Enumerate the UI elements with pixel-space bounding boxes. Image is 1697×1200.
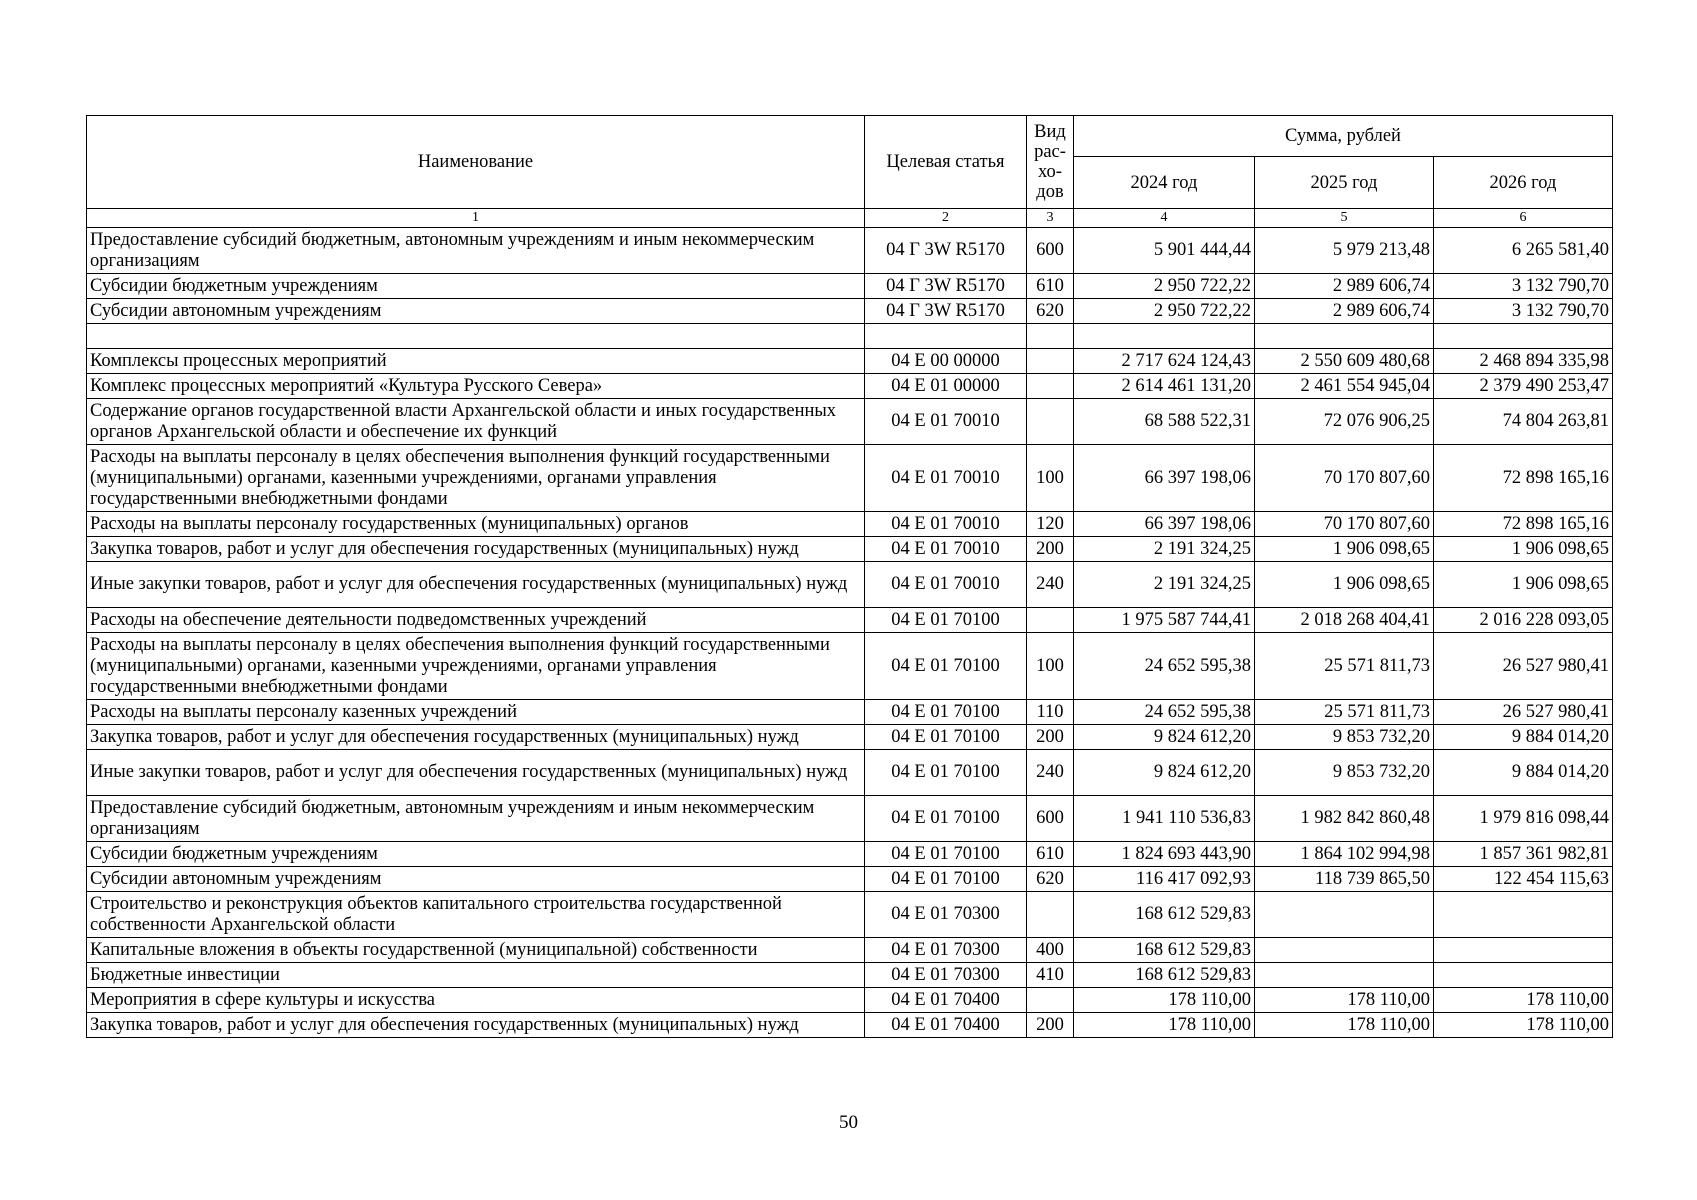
row-kind: 600 — [1027, 796, 1074, 842]
row-kind: 620 — [1027, 867, 1074, 892]
row-sum-2026: 178 110,00 — [1434, 1013, 1613, 1038]
row-name: Иные закупки товаров, работ и услуг для обеспечения государственных (муниципальных) нужд — [87, 750, 865, 796]
row-sum-2026: 3 132 790,70 — [1434, 299, 1613, 324]
row-sum-2026: 2 379 490 253,47 — [1434, 374, 1613, 399]
header-2025: 2025 год — [1255, 157, 1434, 209]
row-name: Расходы на выплаты персоналу в целях обеспечения выполнения функций государственными (муниципальными) органами, казенными учреждениями, органами управления государственными внебюджетными фондами — [87, 633, 865, 700]
row-code: 04 Е 01 70400 — [865, 1013, 1027, 1038]
row-sum-2026: 1 906 098,65 — [1434, 562, 1613, 608]
table-row — [87, 274, 1613, 299]
row-name: Субсидии автономным учреждениям — [87, 867, 865, 892]
table-row — [87, 349, 1613, 374]
row-sum-2026: 9 884 014,20 — [1434, 750, 1613, 796]
row-sum-2025: 25 571 811,73 — [1255, 633, 1434, 700]
row-sum-2024: 66 397 198,06 — [1074, 445, 1255, 512]
row-sum-2026: 3 132 790,70 — [1434, 274, 1613, 299]
row-sum-2024: 2 614 461 131,20 — [1074, 374, 1255, 399]
column-number: 1 — [87, 209, 865, 228]
table-row — [87, 892, 1613, 938]
row-name: Строительство и реконструкция объектов капитального строительства государственной собственности Архангельской области — [87, 892, 865, 938]
row-sum-2026: 1 906 098,65 — [1434, 537, 1613, 562]
row-kind — [1027, 892, 1074, 938]
row-name: Расходы на выплаты персоналу в целях обеспечения выполнения функций государственными (муниципальными) органами, казенными учреждениями, органами управления государственными внебюджетными фондами — [87, 445, 865, 512]
row-sum-2024: 116 417 092,93 — [1074, 867, 1255, 892]
header-sum-group: Сумма, рублей — [1074, 116, 1613, 157]
empty-cell — [1074, 324, 1255, 349]
row-code: 04 Е 01 70100 — [865, 608, 1027, 633]
row-sum-2026: 74 804 263,81 — [1434, 399, 1613, 445]
table-row — [87, 374, 1613, 399]
table-row — [87, 512, 1613, 537]
row-sum-2025: 9 853 732,20 — [1255, 750, 1434, 796]
row-kind: 410 — [1027, 963, 1074, 988]
row-sum-2025: 5 979 213,48 — [1255, 228, 1434, 274]
row-name: Закупка товаров, работ и услуг для обеспечения государственных (муниципальных) нужд — [87, 725, 865, 750]
row-name: Бюджетные инвестиции — [87, 963, 865, 988]
table-row — [87, 963, 1613, 988]
column-numbers-row — [87, 209, 1613, 228]
spacer-row — [87, 324, 1613, 349]
row-code: 04 Е 01 70100 — [865, 796, 1027, 842]
row-name: Мероприятия в сфере культуры и искусства — [87, 988, 865, 1013]
row-sum-2025: 2 550 609 480,68 — [1255, 349, 1434, 374]
table-row — [87, 842, 1613, 867]
row-sum-2024: 24 652 595,38 — [1074, 633, 1255, 700]
row-sum-2026: 6 265 581,40 — [1434, 228, 1613, 274]
table-row — [87, 299, 1613, 324]
row-code: 04 Е 01 70100 — [865, 633, 1027, 700]
header-kind-line: рас- — [1034, 142, 1066, 162]
row-sum-2024: 178 110,00 — [1074, 988, 1255, 1013]
row-name: Закупка товаров, работ и услуг для обеспечения государственных (муниципальных) нужд — [87, 537, 865, 562]
table-row — [87, 750, 1613, 796]
row-sum-2024: 5 901 444,44 — [1074, 228, 1255, 274]
table-row — [87, 633, 1613, 700]
table-row — [87, 988, 1613, 1013]
row-sum-2024: 178 110,00 — [1074, 1013, 1255, 1038]
table-body — [87, 228, 1613, 1038]
row-sum-2025: 2 989 606,74 — [1255, 274, 1434, 299]
row-code: 04 Е 01 70010 — [865, 512, 1027, 537]
row-sum-2025: 2 018 268 404,41 — [1255, 608, 1434, 633]
row-kind: 240 — [1027, 750, 1074, 796]
row-sum-2024: 168 612 529,83 — [1074, 963, 1255, 988]
row-name: Капитальные вложения в объекты государственной (муниципальной) собственности — [87, 938, 865, 963]
row-code: 04 Е 01 70300 — [865, 892, 1027, 938]
row-sum-2024: 24 652 595,38 — [1074, 700, 1255, 725]
row-name: Закупка товаров, работ и услуг для обеспечения государственных (муниципальных) нужд — [87, 1013, 865, 1038]
table-header — [87, 116, 1613, 228]
row-sum-2026: 9 884 014,20 — [1434, 725, 1613, 750]
row-sum-2026 — [1434, 892, 1613, 938]
row-sum-2025: 25 571 811,73 — [1255, 700, 1434, 725]
row-name: Иные закупки товаров, работ и услуг для обеспечения государственных (муниципальных) нужд — [87, 562, 865, 608]
row-sum-2026: 72 898 165,16 — [1434, 445, 1613, 512]
table-row — [87, 1013, 1613, 1038]
table-row — [87, 537, 1613, 562]
row-sum-2025: 1 982 842 860,48 — [1255, 796, 1434, 842]
table-row — [87, 399, 1613, 445]
row-sum-2025: 178 110,00 — [1255, 988, 1434, 1013]
row-sum-2024: 2 191 324,25 — [1074, 562, 1255, 608]
row-code: 04 Е 01 70100 — [865, 842, 1027, 867]
header-kind-line: дов — [1036, 182, 1064, 202]
row-sum-2026: 2 016 228 093,05 — [1434, 608, 1613, 633]
row-sum-2026: 122 454 115,63 — [1434, 867, 1613, 892]
row-kind: 100 — [1027, 633, 1074, 700]
row-sum-2026: 178 110,00 — [1434, 988, 1613, 1013]
row-kind — [1027, 349, 1074, 374]
row-name: Расходы на выплаты персоналу казенных учреждений — [87, 700, 865, 725]
row-sum-2024: 9 824 612,20 — [1074, 750, 1255, 796]
row-kind: 400 — [1027, 938, 1074, 963]
row-sum-2025 — [1255, 892, 1434, 938]
header-2024: 2024 год — [1074, 157, 1255, 209]
row-sum-2026: 26 527 980,41 — [1434, 633, 1613, 700]
table-row — [87, 796, 1613, 842]
row-name: Расходы на обеспечение деятельности подведомственных учреждений — [87, 608, 865, 633]
row-sum-2024: 2 191 324,25 — [1074, 537, 1255, 562]
empty-cell — [1434, 324, 1613, 349]
column-number: 5 — [1255, 209, 1434, 228]
row-code: 04 Е 01 70100 — [865, 750, 1027, 796]
row-name: Субсидии автономным учреждениям — [87, 299, 865, 324]
table-row — [87, 228, 1613, 274]
column-number: 2 — [865, 209, 1027, 228]
row-kind: 240 — [1027, 562, 1074, 608]
row-name: Предоставление субсидий бюджетным, автономным учреждениям и иным некоммерческим организациям — [87, 796, 865, 842]
header-code: Целевая статья — [865, 116, 1027, 209]
row-code: 04 Е 01 70010 — [865, 537, 1027, 562]
row-kind — [1027, 988, 1074, 1013]
table-row — [87, 867, 1613, 892]
row-name: Предоставление субсидий бюджетным, автономным учреждениям и иным некоммерческим организациям — [87, 228, 865, 274]
header-kind-line: Вид — [1034, 122, 1066, 142]
row-sum-2026: 26 527 980,41 — [1434, 700, 1613, 725]
row-name: Субсидии бюджетным учреждениям — [87, 842, 865, 867]
row-sum-2024: 68 588 522,31 — [1074, 399, 1255, 445]
column-number: 6 — [1434, 209, 1613, 228]
row-sum-2024: 168 612 529,83 — [1074, 892, 1255, 938]
row-sum-2025: 1 906 098,65 — [1255, 562, 1434, 608]
table-row — [87, 445, 1613, 512]
row-sum-2024: 168 612 529,83 — [1074, 938, 1255, 963]
row-code: 04 Е 01 00000 — [865, 374, 1027, 399]
row-sum-2024: 1 941 110 536,83 — [1074, 796, 1255, 842]
column-number: 4 — [1074, 209, 1255, 228]
table-row — [87, 938, 1613, 963]
row-sum-2024: 1 824 693 443,90 — [1074, 842, 1255, 867]
row-sum-2025: 70 170 807,60 — [1255, 512, 1434, 537]
row-kind: 100 — [1027, 445, 1074, 512]
budget-table — [86, 115, 1613, 1038]
row-sum-2024: 2 717 624 124,43 — [1074, 349, 1255, 374]
table-row — [87, 700, 1613, 725]
row-code: 04 Г 3W R5170 — [865, 228, 1027, 274]
row-kind: 620 — [1027, 299, 1074, 324]
row-kind: 200 — [1027, 725, 1074, 750]
row-sum-2024: 1 975 587 744,41 — [1074, 608, 1255, 633]
page-number: 50 — [839, 1112, 858, 1133]
column-number: 3 — [1027, 209, 1074, 228]
row-sum-2025: 1 864 102 994,98 — [1255, 842, 1434, 867]
header-kind-line: хо- — [1038, 162, 1062, 182]
empty-cell — [1027, 324, 1074, 349]
row-code: 04 Е 01 70100 — [865, 725, 1027, 750]
row-sum-2024: 2 950 722,22 — [1074, 299, 1255, 324]
row-sum-2025: 1 906 098,65 — [1255, 537, 1434, 562]
row-sum-2026 — [1434, 938, 1613, 963]
row-sum-2025: 2 989 606,74 — [1255, 299, 1434, 324]
row-kind: 120 — [1027, 512, 1074, 537]
row-sum-2025: 72 076 906,25 — [1255, 399, 1434, 445]
row-kind: 600 — [1027, 228, 1074, 274]
row-code: 04 Е 01 70300 — [865, 963, 1027, 988]
row-name: Содержание органов государственной власти Архангельской области и иных государственных органов Архангельской области и обеспечение их функций — [87, 399, 865, 445]
row-sum-2026: 2 468 894 335,98 — [1434, 349, 1613, 374]
empty-cell — [87, 324, 865, 349]
row-name: Комплексы процессных мероприятий — [87, 349, 865, 374]
row-kind: 610 — [1027, 842, 1074, 867]
row-kind — [1027, 374, 1074, 399]
row-sum-2025: 118 739 865,50 — [1255, 867, 1434, 892]
header-name: Наименование — [87, 116, 865, 209]
row-kind — [1027, 399, 1074, 445]
row-code: 04 Е 01 70300 — [865, 938, 1027, 963]
header-2026: 2026 год — [1434, 157, 1613, 209]
row-code: 04 Е 01 70100 — [865, 867, 1027, 892]
row-sum-2026: 1 979 816 098,44 — [1434, 796, 1613, 842]
row-code: 04 Е 01 70400 — [865, 988, 1027, 1013]
row-sum-2025 — [1255, 963, 1434, 988]
row-name: Субсидии бюджетным учреждениям — [87, 274, 865, 299]
row-sum-2026: 72 898 165,16 — [1434, 512, 1613, 537]
row-code: 04 Е 01 70010 — [865, 399, 1027, 445]
row-sum-2024: 66 397 198,06 — [1074, 512, 1255, 537]
header-kind — [1027, 116, 1074, 209]
table-row — [87, 608, 1613, 633]
empty-cell — [865, 324, 1027, 349]
table-row — [87, 562, 1613, 608]
row-code: 04 Е 00 00000 — [865, 349, 1027, 374]
row-kind: 110 — [1027, 700, 1074, 725]
row-sum-2025: 9 853 732,20 — [1255, 725, 1434, 750]
table-row — [87, 725, 1613, 750]
row-name: Расходы на выплаты персоналу государственных (муниципальных) органов — [87, 512, 865, 537]
row-code: 04 Е 01 70100 — [865, 700, 1027, 725]
row-sum-2025: 2 461 554 945,04 — [1255, 374, 1434, 399]
row-kind: 200 — [1027, 1013, 1074, 1038]
row-sum-2024: 9 824 612,20 — [1074, 725, 1255, 750]
row-sum-2025: 178 110,00 — [1255, 1013, 1434, 1038]
row-code: 04 Г 3W R5170 — [865, 299, 1027, 324]
empty-cell — [1255, 324, 1434, 349]
row-sum-2026: 1 857 361 982,81 — [1434, 842, 1613, 867]
row-code: 04 Е 01 70010 — [865, 445, 1027, 512]
row-kind — [1027, 608, 1074, 633]
row-sum-2025: 70 170 807,60 — [1255, 445, 1434, 512]
row-sum-2024: 2 950 722,22 — [1074, 274, 1255, 299]
row-kind: 200 — [1027, 537, 1074, 562]
row-name: Комплекс процессных мероприятий «Культура Русского Севера» — [87, 374, 865, 399]
row-code: 04 Е 01 70010 — [865, 562, 1027, 608]
row-kind: 610 — [1027, 274, 1074, 299]
row-sum-2025 — [1255, 938, 1434, 963]
row-sum-2026 — [1434, 963, 1613, 988]
row-code: 04 Г 3W R5170 — [865, 274, 1027, 299]
